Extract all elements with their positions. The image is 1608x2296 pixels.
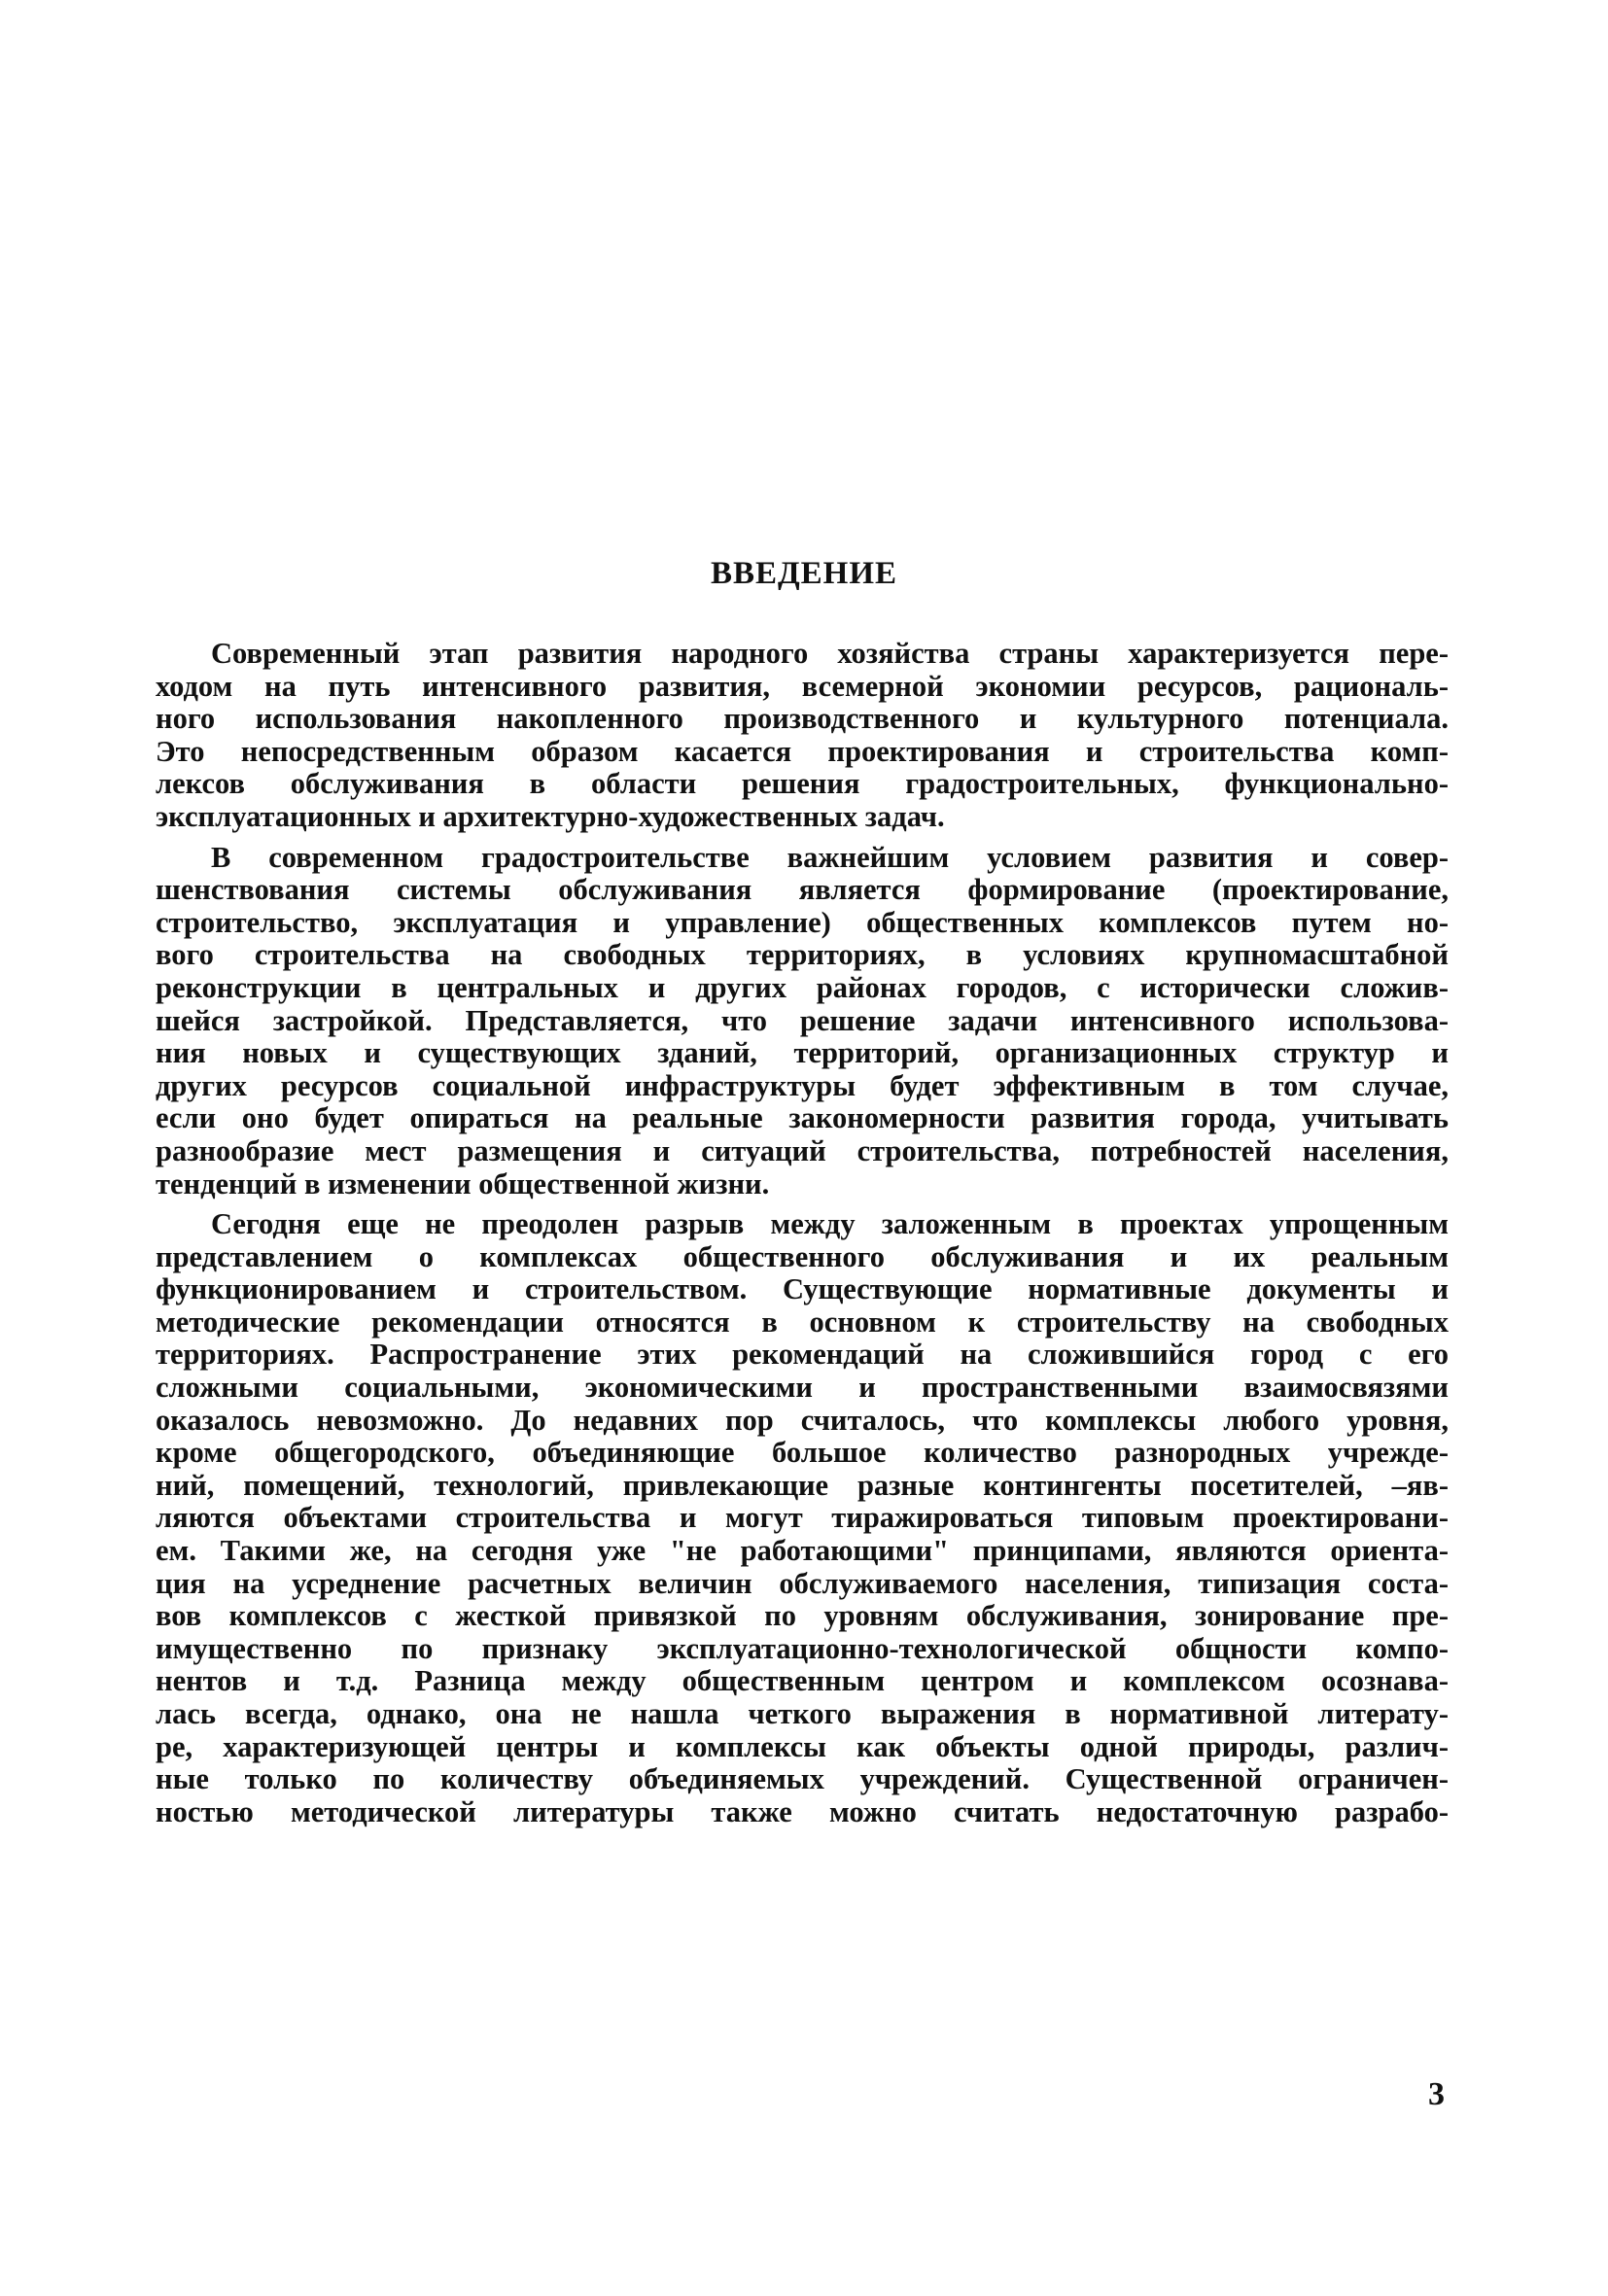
text-line: реконструкции в центральных и других районах городов, с исторически сложив- (156, 970, 1449, 1004)
text-line: территориях. Распространение этих рекомендаций на сложившийся город с его (156, 1338, 1449, 1372)
text-line: ходом на путь интенсивного развития, всемерной экономии ресурсов, рациональ- (156, 669, 1449, 703)
text-line: вов комплексов с жесткой привязкой по уровням обслуживания, зонирование пре- (156, 1599, 1449, 1633)
text-line: ного использования накопленного производственного и культурного потенциала. (156, 702, 1449, 736)
text-line: лась всегда, однако, она не нашла четкого выражения в нормативной литерату- (156, 1697, 1449, 1730)
text-line: других ресурсов социальной инфраструктуры будет эффективным в том случае, (156, 1068, 1449, 1102)
text-line: имущественно по признаку эксплуатационно-технологической общности компо- (156, 1631, 1449, 1665)
page-number: 3 (1428, 2076, 1445, 2112)
text-line: вого строительства на свободных территориях, в условиях крупномасштабной (156, 938, 1449, 972)
body-text (156, 638, 1449, 1836)
text-line: ния новых и существующих зданий, территорий, организационных структур и (156, 1036, 1449, 1070)
text-line: кроме общегородского, объединяющие большое количество разнородных учрежде- (156, 1436, 1449, 1470)
text-line: сложными социальными, экономическими и пространственными взаимосвязями (156, 1371, 1449, 1405)
text-line: ные только по количеству объединяемых учреждений. Существенной ограничен- (156, 1762, 1449, 1796)
text-line: Современный этап развития народного хозяйства страны характеризуется пере- (211, 637, 1449, 670)
text-line: В современном градостроительстве важнейшим условием развития и совер- (211, 840, 1449, 874)
text-line: ре, характеризующей центры и комплексы как объекты одной природы, различ- (156, 1729, 1449, 1763)
paragraph (156, 1208, 1449, 1828)
text-line: шенствования системы обслуживания является формирование (проектирование, (156, 873, 1449, 907)
text-line: методические рекомендации относятся в основном к строительству на свободных (156, 1305, 1449, 1339)
text-line: разнообразие мест размещения и ситуаций строительства, потребностей населения, (156, 1133, 1449, 1167)
text-line: эксплуатационных и архитектурно-художественных задач. (156, 799, 945, 833)
text-line: ляются объектами строительства и могут тиражироваться типовым проектировани- (156, 1501, 1449, 1535)
text-line: нентов и т.д. Разница между общественным центром и комплексом осознава- (156, 1664, 1449, 1698)
text-line: лексов обслуживания в области решения градостроительных, функционально- (156, 767, 1449, 801)
text-line: Это непосредственным образом касается проектирования и строительства комп- (156, 734, 1449, 768)
text-line: ностью методической литературы также можно считать недостаточную разрабо- (156, 1794, 1449, 1828)
paragraph (156, 638, 1449, 834)
section-heading: ВВЕДЕНИЕ (710, 556, 898, 591)
paragraph (156, 842, 1449, 1201)
text-line: шейся застройкой. Представляется, что решение задачи интенсивного использова- (156, 1003, 1449, 1037)
text-line: строительство, эксплуатация и управление) общественных комплексов путем но- (156, 905, 1449, 939)
text-line: тенденций в изменении общественной жизни. (156, 1166, 770, 1200)
text-line: представлением о комплексах общественного обслуживания и их реальным (156, 1239, 1449, 1273)
text-line: функционированием и строительством. Существующие нормативные документы и (156, 1272, 1449, 1306)
text-line: ция на усреднение расчетных величин обслуживаемого населения, типизация соста- (156, 1566, 1449, 1600)
text-line: оказалось невозможно. До недавних пор считалось, что комплексы любого уровня, (156, 1403, 1449, 1437)
text-line: Сегодня еще не преодолен разрыв между заложенным в проектах упрощенным (211, 1207, 1449, 1241)
text-line: если оно будет опираться на реальные закономерности развития города, учитывать (156, 1101, 1449, 1135)
text-line: ем. Такими же, на сегодня уже "не работающими" принципами, являются ориента- (156, 1534, 1449, 1568)
text-line: ний, помещений, технологий, привлекающие разные контингенты посетителей, –яв- (156, 1468, 1449, 1502)
